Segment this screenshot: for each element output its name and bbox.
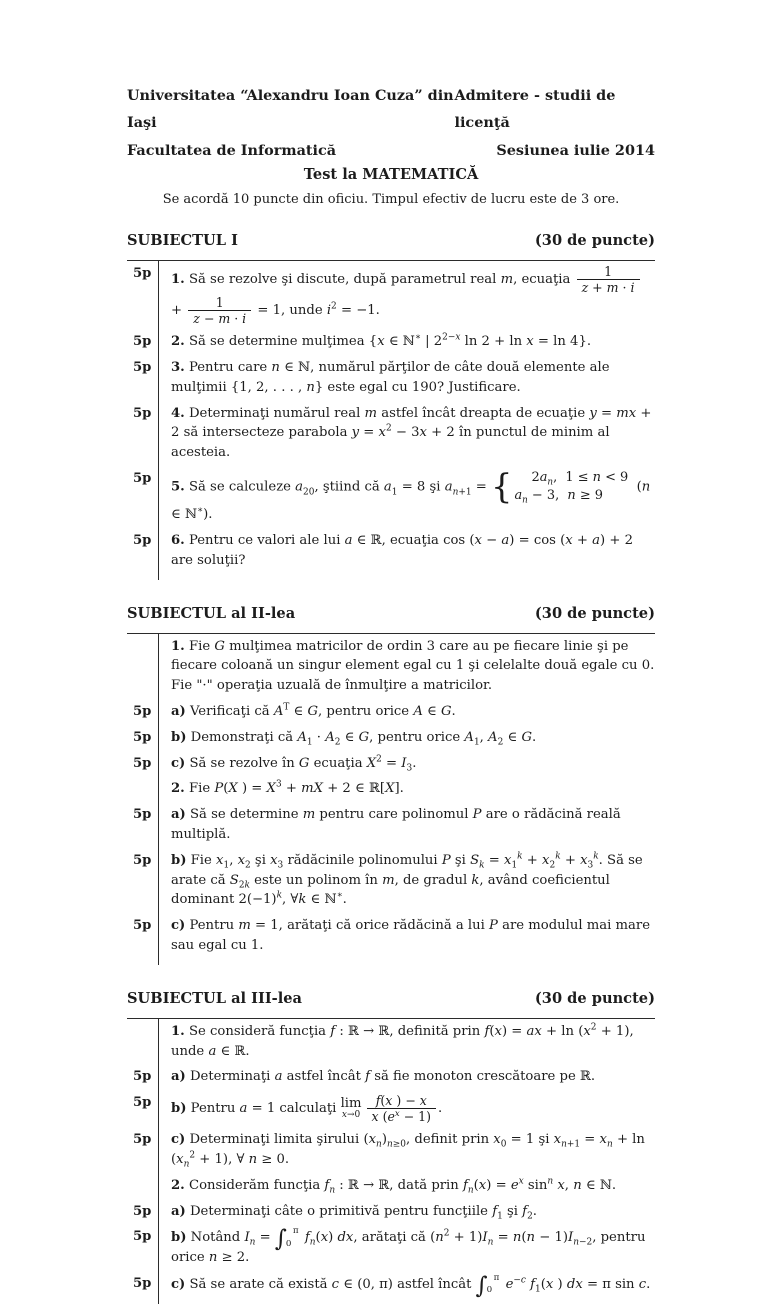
- points-label: 5p: [133, 704, 152, 720]
- question-text: c) Pentru m = 1, arătaţi că orice rădăcină a lui P are modulul mai mare sau egal cu 1.: [158, 913, 655, 965]
- question-text: c) Să se rezolve în G ecuaţia $X^2 = I_3$.: [158, 751, 655, 777]
- points-label: [127, 1019, 158, 1065]
- header-line-2: [127, 137, 655, 164]
- points-label: 5p: [133, 1276, 152, 1292]
- question-text: 1. Se consideră funcţia f : ℝ → ℝ, definită prin f(x) = ax + $\ln (x^2 + 1)$, unde a ∈ ℝ.: [158, 1019, 655, 1065]
- question-row: [127, 699, 655, 725]
- section-points: (30 de puncte): [534, 232, 655, 250]
- points-label: 5p: [133, 405, 152, 421]
- points-label: 5p: [133, 1229, 152, 1245]
- points-label: 5p: [133, 334, 152, 350]
- question-row: [127, 528, 655, 580]
- question-row: [127, 634, 655, 699]
- question-row: [127, 751, 655, 777]
- university-name: Universitatea “Alexandru Ioan Cuza” din Iaşi: [127, 87, 454, 132]
- section-title: SUBIECTUL al III-lea: [127, 989, 302, 1007]
- question-row: [127, 1173, 655, 1199]
- section-3-questions: [127, 1018, 655, 1304]
- question-row: [127, 1224, 655, 1271]
- question-text: 3. Pentru care n ∈ ℕ, numărul părţilor de câte două elemente ale mulţimii {1, 2, . . . , n} este egal cu 190? Justificare.: [158, 355, 655, 401]
- question-text: 1. Să se rezolve şi discute, după parametrul real m, ecuaţia $\frac{1}{z + m \cdot i}$ + $\frac{1}{z - m \cdot i}$ = 1, unde $i^2 = -1$.: [158, 261, 655, 329]
- question-text: 4. Determinaţi numărul real m astfel încât dreapta de ecuaţie y = mx + 2 să intersecteze parabola $y = x^2 - 3x + 2$ în punctul de minim al acesteia.: [158, 401, 655, 466]
- question-text: 6. Pentru ce valori ale lui a ∈ ℝ, ecuaţia cos (x − a) = cos (x + a) + 2 are soluţii?: [158, 528, 655, 580]
- points-label: 5p: [133, 852, 152, 868]
- question-row: [127, 1064, 655, 1090]
- section-title: SUBIECTUL I: [127, 232, 238, 250]
- points-label: 5p: [133, 1203, 152, 1219]
- section-1: [127, 232, 655, 580]
- points-label: 5p: [133, 266, 152, 282]
- question-row: [127, 848, 655, 913]
- question-text: b) Notând $I_n$ = ∫ π 0 $f_n(x)$ dx, arătaţi că $(n^2 + 1)I_n = n(n - 1)I_{n-2}$, pentru orice n ≥ 2.: [158, 1224, 655, 1271]
- question-text: a) Verificaţi că $A^T$ ∈ G, pentru orice A ∈ G.: [158, 699, 655, 725]
- question-text: b) Demonstraţi că $A_1 \cdot A_2$ ∈ G, pentru orice $A_1$, $A_2$ ∈ G.: [158, 725, 655, 751]
- question-row: [127, 913, 655, 965]
- points-label: 5p: [133, 533, 152, 549]
- section-points: (30 de puncte): [534, 604, 655, 622]
- question-row: [127, 401, 655, 466]
- question-text: 5. Să se calculeze $a_{20}$, ştiind că $a_1 = 8$ şi $a_{n+1}$ = { $2a_n$, 1 ≤ n < 9 $a_n - 3$, n ≥ 9 (n ∈ ℕ∗).: [158, 466, 655, 528]
- question-row: [127, 355, 655, 401]
- question-text: b) Fie $x_1$, $x_2$ şi $x_3$ rădăcinile polinomului P şi $S_k = x_1^k + x_2^k + x_3^k$. Să se arate că $S_{2k}$ este un polinom în m, de gradul k, având coeficientul dominant $2(-1)^k$, ∀k ∈ ℕ∗.: [158, 848, 655, 913]
- points-label: 5p: [133, 1069, 152, 1085]
- points-label: 5p: [133, 729, 152, 745]
- question-text: b) Pentru a = 1 calculaţi lim x→0 $\frac{f(x ) - x}{x (e^x - 1)}$ .: [158, 1090, 655, 1127]
- question-row: [127, 261, 655, 329]
- points-label: [127, 1173, 158, 1199]
- question-text: 2. Considerăm funcţia $f_n$ : ℝ → ℝ, dată prin $f_n(x) = e^x$ $\sin^n x$, n ∈ ℕ.: [158, 1173, 655, 1199]
- question-row: [127, 1271, 655, 1304]
- test-title: Test la MATEMATICĂ: [303, 166, 479, 184]
- question-text: 2. Să se determine mulţimea {x ∈ ℕ∗ | $2^{2-x}$ ln 2 + ln x = ln 4}.: [158, 329, 655, 355]
- section-2-questions: [127, 633, 655, 965]
- section-3: [127, 990, 655, 1304]
- header-line-1: [127, 82, 655, 137]
- question-row: [127, 1090, 655, 1127]
- question-text: c) Să se arate că există c ∈ (0, π) astfel încât ∫ π 0 $e^{-c}$ $f_1(x$ ) dx = π sin c.: [158, 1271, 655, 1304]
- session-label: Sesiunea iulie 2014: [496, 141, 655, 159]
- section-2: [127, 605, 655, 965]
- question-text: 2. Fie P(X ) = $X^3$ + mX + 2 ∈ ℝ[X].: [158, 776, 655, 802]
- section-points: (30 de puncte): [534, 989, 655, 1007]
- question-row: [127, 329, 655, 355]
- points-label: 5p: [133, 807, 152, 823]
- points-label: 5p: [133, 918, 152, 934]
- question-row: [127, 1199, 655, 1225]
- section-1-heading: [127, 232, 655, 249]
- exam-note: Se acordă 10 puncte din oficiu. Timpul efectiv de lucru este de 3 ore.: [162, 192, 620, 208]
- points-label: 5p: [133, 1132, 152, 1148]
- question-text: a) Determinaţi câte o primitivă pentru funcţiile $f_1$ şi $f_2$.: [158, 1199, 655, 1225]
- points-label: 5p: [133, 360, 152, 376]
- points-label: 5p: [133, 471, 152, 487]
- question-row: [127, 802, 655, 848]
- points-label: [127, 776, 158, 802]
- question-row: [127, 776, 655, 802]
- admission-label: Admitere - studii de licenţă: [454, 87, 616, 132]
- question-text: a) Determinaţi a astfel încât f să fie monoton crescătoare pe ℝ.: [158, 1064, 655, 1090]
- points-label: [127, 634, 158, 699]
- faculty-name: Facultatea de Informatică: [127, 141, 337, 159]
- question-row: [127, 1019, 655, 1065]
- question-row: [127, 466, 655, 528]
- section-1-questions: [127, 260, 655, 580]
- question-row: [127, 1127, 655, 1173]
- question-row: [127, 725, 655, 751]
- section-2-heading: [127, 605, 655, 622]
- question-text: c) Determinaţi limita şirului $(x_n)_{n\ge 0}$, definit prin $x_0 = 1$ şi $x_{n+1} = x_n + \ln (x_n^2 + 1)$, ∀ n ≥ 0.: [158, 1127, 655, 1173]
- points-label: 5p: [133, 1095, 152, 1111]
- question-text: a) Să se determine m pentru care polinomul P are o rădăcină reală multiplă.: [158, 802, 655, 848]
- question-text: 1. Fie G mulţimea matricilor de ordin 3 care au pe fiecare linie şi pe fiecare coloană un singur element egal cu 1 şi celelalte două egale cu 0. Fie "·" operaţia uzuală de înmulţire a matricilor.: [158, 634, 655, 699]
- points-label: 5p: [133, 755, 152, 771]
- section-title: SUBIECTUL al II-lea: [127, 604, 296, 622]
- section-3-heading: [127, 990, 655, 1007]
